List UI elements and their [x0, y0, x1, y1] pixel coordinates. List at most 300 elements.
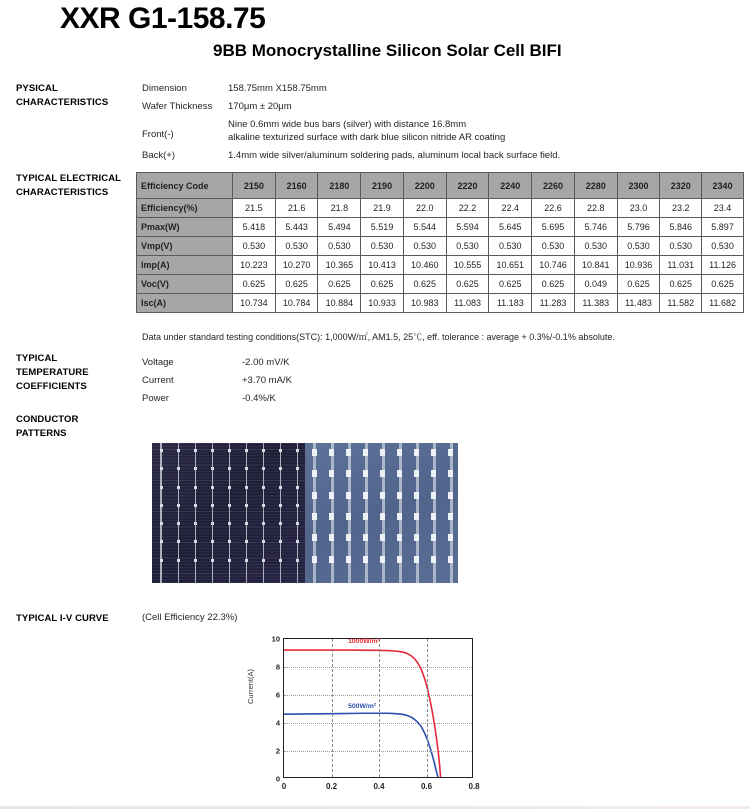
soldering-pad: [431, 513, 436, 520]
table-cell: 22.6: [532, 199, 575, 218]
soldering-pad: [380, 470, 385, 477]
busbar: [433, 443, 436, 583]
table-cell: 5.594: [446, 218, 489, 237]
physical-row: [142, 82, 742, 95]
soldering-pad: [363, 492, 368, 499]
soldering-pad: [329, 470, 334, 477]
table-row: [137, 275, 744, 294]
table-cell: 10.841: [574, 256, 617, 275]
table-cell: 10.784: [275, 294, 318, 313]
table-cell: 10.460: [403, 256, 446, 275]
table-cell: 5.695: [532, 218, 575, 237]
table-cell: 5.418: [233, 218, 276, 237]
chart-gridline-vertical: [379, 639, 380, 777]
physical-row-key: Front(-): [142, 129, 174, 140]
soldering-pad: [397, 449, 402, 456]
soldering-pad: [346, 534, 351, 541]
soldering-pad: [380, 449, 385, 456]
soldering-pad: [228, 559, 231, 562]
chart-y-tick-label: 10: [271, 634, 280, 644]
table-cell: 0.530: [532, 237, 575, 256]
section-label-temperature: [16, 352, 146, 394]
table-cell: 5.746: [574, 218, 617, 237]
chart-y-tick-label: 4: [275, 718, 280, 728]
table-cell: 10.413: [361, 256, 404, 275]
soldering-pad: [279, 449, 282, 452]
table-cell: 5.494: [318, 218, 361, 237]
soldering-pad: [380, 556, 385, 563]
soldering-pad: [414, 449, 419, 456]
table-cell: 23.4: [702, 199, 744, 218]
table-cell: 21.6: [275, 199, 318, 218]
physical-row-value: [228, 149, 742, 162]
busbar: [229, 443, 231, 583]
soldering-pad: [228, 540, 231, 543]
table-header-cell: 2260: [532, 173, 575, 199]
chart-gridline-horizontal: [284, 751, 472, 752]
soldering-pad: [363, 556, 368, 563]
table-header-cell: 2340: [702, 173, 744, 199]
chart-plot-area: [271, 634, 480, 791]
table-cell: 10.884: [318, 294, 361, 313]
table-cell: 22.4: [489, 199, 532, 218]
soldering-pad: [245, 504, 248, 507]
iv-curve-chart: [248, 626, 498, 809]
soldering-pad: [177, 449, 180, 452]
physical-row-value-line: 1.4mm wide silver/aluminum soldering pads, aluminum local back surface field.: [228, 150, 561, 161]
table-cell: 5.897: [702, 218, 744, 237]
table-header-cell: 2160: [275, 173, 318, 199]
soldering-pad: [414, 470, 419, 477]
soldering-pad: [211, 467, 214, 470]
soldering-pad: [329, 513, 334, 520]
soldering-pad: [380, 534, 385, 541]
table-cell: 0.625: [617, 275, 660, 294]
table-cell: 0.625: [489, 275, 532, 294]
soldering-pad: [228, 486, 231, 489]
soldering-pad: [431, 556, 436, 563]
soldering-pad: [312, 513, 317, 520]
chart-series-label: 1000W/m²: [348, 637, 380, 645]
chart-gridline-horizontal: [284, 695, 472, 696]
soldering-pad: [296, 486, 299, 489]
chart-curves: [284, 639, 472, 777]
temperature-row: [142, 393, 292, 404]
section-label-electrical: [16, 172, 146, 200]
soldering-pad: [228, 504, 231, 507]
table-cell: 0.625: [233, 275, 276, 294]
iv-curve-caption: (Cell Efficiency 22.3%): [142, 612, 238, 623]
table-cell: 23.0: [617, 199, 660, 218]
busbar: [297, 443, 299, 583]
chart-y-tick-label: 0: [275, 774, 280, 784]
table-row-label: Efficiency(%): [137, 199, 233, 218]
soldering-pad: [380, 513, 385, 520]
physical-row-key: Back(+): [142, 150, 175, 161]
soldering-pad: [211, 449, 214, 452]
temperature-row-key: Current: [142, 375, 174, 386]
soldering-pad: [296, 449, 299, 452]
busbar: [246, 443, 248, 583]
soldering-pad: [262, 486, 265, 489]
temperature-row-key: Power: [142, 393, 169, 404]
soldering-pad: [312, 470, 317, 477]
table-cell: 11.031: [660, 256, 702, 275]
table-cell: 0.530: [233, 237, 276, 256]
soldering-pad: [228, 467, 231, 470]
soldering-pad: [211, 559, 214, 562]
page-title: XXR G1-158.75: [60, 2, 266, 35]
soldering-pad: [177, 540, 180, 543]
soldering-pad: [279, 540, 282, 543]
temperature-row-value: +3.70 mA/K: [242, 375, 292, 386]
busbar: [348, 443, 351, 583]
temperature-row-value: -2.00 mV/K: [242, 357, 290, 368]
soldering-pad: [397, 556, 402, 563]
soldering-pad: [160, 540, 163, 543]
soldering-pad: [312, 492, 317, 499]
soldering-pad: [296, 540, 299, 543]
busbar: [195, 443, 197, 583]
section-label-temperature-line1: TYPICAL: [16, 353, 58, 364]
soldering-pad: [363, 513, 368, 520]
table-cell: 11.283: [532, 294, 575, 313]
section-label-physical-line2: CHARACTERISTICS: [16, 97, 109, 108]
busbar: [399, 443, 402, 583]
table-cell: 0.625: [702, 275, 744, 294]
table-header-cell: 2150: [233, 173, 276, 199]
soldering-pad: [448, 513, 453, 520]
temperature-coefficients-block: [142, 357, 292, 411]
chart-gridline-vertical: [427, 639, 428, 777]
soldering-pad: [160, 559, 163, 562]
soldering-pad: [397, 492, 402, 499]
table-cell: 0.625: [275, 275, 318, 294]
table-cell: 5.645: [489, 218, 532, 237]
soldering-pad: [177, 559, 180, 562]
soldering-pad: [160, 486, 163, 489]
soldering-pad: [177, 486, 180, 489]
soldering-pad: [262, 540, 265, 543]
soldering-pad: [194, 449, 197, 452]
chart-x-tick-label: 0.4: [373, 782, 385, 791]
section-label-conductor: [16, 413, 146, 441]
chart-y-axis-label: Current(A): [246, 668, 255, 704]
soldering-pad: [431, 534, 436, 541]
busbar: [416, 443, 419, 583]
table-cell: 0.049: [574, 275, 617, 294]
soldering-pad: [448, 492, 453, 499]
section-label-temperature-line2: TEMPERATURE: [16, 367, 89, 378]
table-cell: 0.625: [361, 275, 404, 294]
table-cell: 10.223: [233, 256, 276, 275]
soldering-pad: [228, 522, 231, 525]
soldering-pad: [211, 504, 214, 507]
soldering-pad: [279, 559, 282, 562]
soldering-pad: [160, 467, 163, 470]
section-label-electrical-line2: CHARACTERISTICS: [16, 187, 109, 198]
busbar: [450, 443, 453, 583]
table-cell: 10.555: [446, 256, 489, 275]
soldering-pad: [279, 504, 282, 507]
soldering-pad: [296, 504, 299, 507]
table-cell: 5.519: [361, 218, 404, 237]
table-cell: 5.846: [660, 218, 702, 237]
soldering-pad: [363, 449, 368, 456]
table-header-row: [137, 173, 744, 199]
busbar: [331, 443, 334, 583]
soldering-pad: [329, 556, 334, 563]
section-label-physical-line1: PYSICAL: [16, 83, 58, 94]
soldering-pad: [245, 559, 248, 562]
section-label-temperature-line3: COEFFICIENTS: [16, 381, 87, 392]
soldering-pad: [177, 504, 180, 507]
soldering-pad: [194, 504, 197, 507]
chart-x-tick-label: 0.6: [420, 782, 433, 791]
table-header-cell: 2180: [318, 173, 361, 199]
table-header-efficiency-code: Efficiency Code: [137, 173, 233, 199]
busbar: [178, 443, 180, 583]
conductor-pattern-image: [152, 443, 458, 583]
table-cell: 11.083: [446, 294, 489, 313]
table-cell: 10.983: [403, 294, 446, 313]
table-cell: 10.746: [532, 256, 575, 275]
soldering-pad: [262, 449, 265, 452]
table-cell: 21.9: [361, 199, 404, 218]
soldering-pad: [363, 534, 368, 541]
soldering-pad: [194, 559, 197, 562]
soldering-pad: [279, 486, 282, 489]
table-cell: 11.183: [489, 294, 532, 313]
soldering-pad: [211, 540, 214, 543]
cell-back-side-image: [305, 443, 458, 583]
soldering-pad: [262, 467, 265, 470]
table-header-cell: 2220: [446, 173, 489, 199]
table-header-cell: 2190: [361, 173, 404, 199]
soldering-pad: [262, 559, 265, 562]
table-cell: 5.796: [617, 218, 660, 237]
soldering-pad: [346, 492, 351, 499]
table-cell: 10.365: [318, 256, 361, 275]
table-cell: 0.530: [702, 237, 744, 256]
table-cell: 22.0: [403, 199, 446, 218]
soldering-pad: [245, 540, 248, 543]
soldering-pad: [262, 504, 265, 507]
stc-note: Data under standard testing conditions(STC): 1,000W/㎡, AM1.5, 25℃, eff. tolerance : average + 0.3%/-0.1% absolute.: [142, 332, 615, 342]
table-row: [137, 294, 744, 313]
busbar: [313, 443, 316, 583]
soldering-pad: [431, 492, 436, 499]
table-cell: 0.530: [361, 237, 404, 256]
soldering-pad: [279, 522, 282, 525]
section-label-physical: [16, 82, 146, 110]
table-row-label: Isc(A): [137, 294, 233, 313]
physical-row-value: [228, 82, 742, 95]
temperature-row-value: -0.4%/K: [242, 393, 276, 404]
soldering-pad: [346, 513, 351, 520]
table-cell: 5.544: [403, 218, 446, 237]
table-cell: 11.682: [702, 294, 744, 313]
table-row: [137, 237, 744, 256]
chart-gridline-horizontal: [284, 667, 472, 668]
physical-row-value: [228, 118, 742, 144]
table-cell: 10.270: [275, 256, 318, 275]
physical-row: [142, 118, 742, 144]
table-header-cell: 2300: [617, 173, 660, 199]
physical-row: [142, 149, 742, 162]
physical-row-key: Dimension: [142, 83, 187, 94]
soldering-pad: [312, 534, 317, 541]
table-cell: 10.651: [489, 256, 532, 275]
soldering-pad: [228, 449, 231, 452]
soldering-pad: [397, 470, 402, 477]
soldering-pad: [194, 486, 197, 489]
physical-characteristics-block: [142, 82, 742, 167]
soldering-pad: [262, 522, 265, 525]
table-cell: 0.530: [617, 237, 660, 256]
busbar: [365, 443, 368, 583]
soldering-pad: [245, 467, 248, 470]
busbar: [263, 443, 265, 583]
soldering-pad: [279, 467, 282, 470]
section-label-iv-curve: TYPICAL I-V CURVE: [16, 613, 109, 624]
table-cell: 0.625: [446, 275, 489, 294]
soldering-pad: [414, 513, 419, 520]
soldering-pad: [346, 449, 351, 456]
table-cell: 0.530: [275, 237, 318, 256]
table-header-cell: 2280: [574, 173, 617, 199]
busbar: [212, 443, 214, 583]
table-cell: 11.483: [617, 294, 660, 313]
soldering-pad: [296, 559, 299, 562]
page-subtitle: 9BB Monocrystalline Silicon Solar Cell BIFI: [213, 41, 562, 60]
table-cell: 0.530: [403, 237, 446, 256]
table-cell: 0.530: [660, 237, 702, 256]
soldering-pad: [312, 556, 317, 563]
soldering-pad: [346, 556, 351, 563]
chart-x-tick-label: 0: [281, 782, 287, 791]
table-cell: 10.734: [233, 294, 276, 313]
busbar: [382, 443, 385, 583]
table-cell: 11.582: [660, 294, 702, 313]
soldering-pad: [194, 522, 197, 525]
table-cell: 0.625: [403, 275, 446, 294]
soldering-pad: [296, 467, 299, 470]
soldering-pad: [380, 492, 385, 499]
table-cell: 11.383: [574, 294, 617, 313]
table-cell: 0.530: [574, 237, 617, 256]
soldering-pad: [245, 449, 248, 452]
physical-row-value-line: alkaline texturized surface with dark blue silicon nitride AR coating: [228, 132, 506, 143]
soldering-pad: [397, 534, 402, 541]
table-cell: 10.933: [361, 294, 404, 313]
table-cell: 0.530: [318, 237, 361, 256]
table-cell: 0.625: [318, 275, 361, 294]
table-cell: 0.530: [489, 237, 532, 256]
physical-row-key: Wafer Thickness: [142, 101, 213, 112]
busbar: [280, 443, 282, 583]
soldering-pad: [296, 522, 299, 525]
section-label-conductor-line1: CONDUCTOR: [16, 414, 79, 425]
busbar: [160, 443, 162, 583]
physical-row: [142, 100, 742, 113]
chart-gridline-vertical: [332, 639, 333, 777]
soldering-pad: [431, 449, 436, 456]
soldering-pad: [414, 556, 419, 563]
soldering-pad: [448, 449, 453, 456]
temperature-row: [142, 357, 292, 368]
table-row-label: Vmp(V): [137, 237, 233, 256]
table-cell: 23.2: [660, 199, 702, 218]
physical-row-value-line: Nine 0.6mm wide bus bars (silver) with distance 16.8mm: [228, 119, 467, 130]
soldering-pad: [245, 486, 248, 489]
table-cell: 5.443: [275, 218, 318, 237]
table-cell: 22.8: [574, 199, 617, 218]
table-row-label: Voc(V): [137, 275, 233, 294]
soldering-pad: [177, 467, 180, 470]
temperature-row: [142, 375, 292, 386]
soldering-pad: [160, 449, 163, 452]
table-cell: 0.625: [660, 275, 702, 294]
soldering-pad: [160, 504, 163, 507]
physical-row-value: [228, 100, 742, 113]
section-label-conductor-line2: PATTERNS: [16, 428, 67, 439]
table-row: [137, 256, 744, 275]
table-cell: 0.530: [446, 237, 489, 256]
table-cell: 21.5: [233, 199, 276, 218]
soldering-pad: [448, 534, 453, 541]
chart-y-tick-label: 2: [275, 746, 280, 756]
table-header-cell: 2240: [489, 173, 532, 199]
temperature-row-key: Voltage: [142, 357, 174, 368]
soldering-pad: [431, 470, 436, 477]
soldering-pad: [160, 522, 163, 525]
soldering-pad: [346, 470, 351, 477]
physical-row-value-line: 170μm ± 20μm: [228, 101, 292, 112]
table-row: [137, 218, 744, 237]
chart-gridline-horizontal: [284, 723, 472, 724]
soldering-pad: [312, 449, 317, 456]
soldering-pad: [194, 540, 197, 543]
soldering-pad: [329, 534, 334, 541]
soldering-pad: [397, 513, 402, 520]
soldering-pad: [194, 467, 197, 470]
chart-series-label: 500W/m²: [348, 703, 377, 711]
soldering-pad: [448, 470, 453, 477]
soldering-pad: [329, 492, 334, 499]
cell-front-side-image: [152, 443, 305, 583]
table-cell: 11.126: [702, 256, 744, 275]
soldering-pad: [448, 556, 453, 563]
electrical-characteristics-table: [136, 172, 744, 313]
table-row: [137, 199, 744, 218]
chart-y-tick-label: 8: [275, 662, 280, 672]
chart-y-tick-label: 6: [275, 690, 280, 700]
section-label-electrical-line1: TYPICAL ELECTRICAL: [16, 173, 122, 184]
physical-row-value-line: 158.75mm X158.75mm: [228, 83, 327, 94]
table-row-label: Imp(A): [137, 256, 233, 275]
table-cell: 10.936: [617, 256, 660, 275]
soldering-pad: [177, 522, 180, 525]
soldering-pad: [211, 486, 214, 489]
table-cell: 22.2: [446, 199, 489, 218]
table-header-cell: 2320: [660, 173, 702, 199]
table-cell: 21.8: [318, 199, 361, 218]
table-header-cell: 2200: [403, 173, 446, 199]
table-row-label: Pmax(W): [137, 218, 233, 237]
soldering-pad: [245, 522, 248, 525]
soldering-pad: [211, 522, 214, 525]
